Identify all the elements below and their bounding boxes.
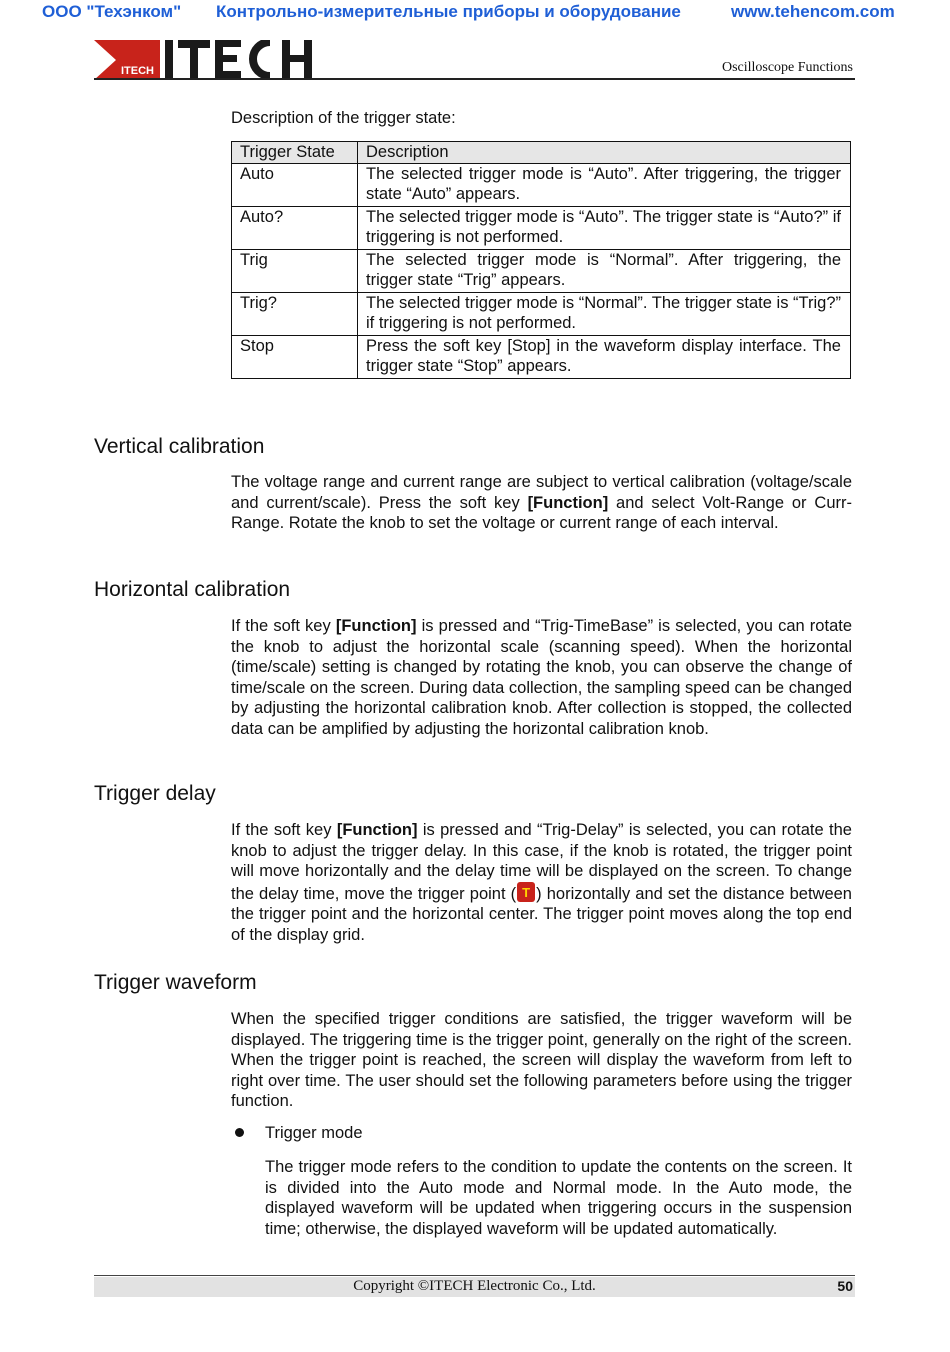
- banner-website-link[interactable]: www.tehencom.com: [731, 2, 895, 21]
- trigger-mode-paragraph: The trigger mode refers to the condition to update the contents on the screen. It is divided into the Auto mode and Normal mode. In the Auto mode, the displayed waveform will be updated when triggering occurs in the suspension time; otherwise, the displayed waveform will be updated automatically.: [265, 1158, 852, 1238]
- trigger-state-table: [231, 141, 851, 379]
- table-row: [232, 335, 851, 378]
- heading-trigger-waveform: Trigger waveform: [94, 971, 257, 994]
- trigger-state-cell: Auto: [232, 163, 358, 206]
- description-cell: The selected trigger mode is “Auto”. The trigger state is “Auto?” if triggering is not performed.: [358, 206, 851, 249]
- trigger-state-cell: Auto?: [232, 206, 358, 249]
- trigger-state-cell: Stop: [232, 335, 358, 378]
- heading-trigger-delay: Trigger delay: [94, 782, 216, 805]
- banner-company: ООО "Техэнком": [42, 2, 182, 21]
- bullet-label-trigger-mode: Trigger mode: [265, 1124, 363, 1142]
- description-cell: The selected trigger mode is “Normal”. The trigger state is “Trig?” if triggering is not performed.: [358, 292, 851, 335]
- table-row: [232, 249, 851, 292]
- table-header-row: [232, 142, 851, 164]
- description-cell: The selected trigger mode is “Auto”. After triggering, the trigger state “Auto” appears.: [358, 163, 851, 206]
- page-number: 50: [837, 1278, 853, 1294]
- svg-text:ITECH: ITECH: [121, 65, 154, 77]
- table-row: [232, 163, 851, 206]
- table-header-state: Trigger State: [232, 142, 358, 164]
- bullet-dot-icon: [235, 1128, 244, 1137]
- function-key-label: [Function]: [336, 821, 418, 839]
- function-key-label: [Function]: [527, 493, 609, 512]
- trigger-state-cell: Trig?: [232, 292, 358, 335]
- trigger-delay-paragraph: [231, 820, 852, 945]
- text-run: and select Volt-Range or Curr-Range. Rotate the knob to set the voltage or current range of each interval.: [231, 493, 852, 532]
- trigger-state-intro: Description of the trigger state:: [231, 109, 456, 127]
- heading-vertical-calibration: Vertical calibration: [94, 435, 265, 458]
- text-run: If the soft key: [231, 821, 337, 839]
- header-section-title: Oscilloscope Functions: [721, 60, 853, 75]
- description-cell: The selected trigger mode is “Normal”. After triggering, the trigger state “Trig” appears.: [358, 249, 851, 292]
- horizontal-calibration-paragraph: [231, 616, 852, 739]
- footer-copyright: Copyright ©ITECH Electronic Co., Ltd.: [353, 1278, 596, 1294]
- trigger-point-icon: [517, 882, 535, 902]
- vertical-calibration-paragraph: [231, 472, 852, 534]
- text-run: is pressed and “Trig-Delay” is selected, you can rotate the knob to adjust the trigger delay. In this case, if the knob is rotated, the trigger point will move horizontally and the delay time will be displayed on the screen. To change the delay time, move the trigger point (: [231, 821, 852, 903]
- itech-logo: [94, 40, 314, 80]
- top-banner: [0, 2, 950, 24]
- footer-rule: [94, 1275, 855, 1276]
- text-run: The voltage range and current range are subject to vertical calibration (voltage/scale and current/scale). Press the soft key: [231, 473, 852, 512]
- description-cell: Press the soft key [Stop] in the waveform display interface. The trigger state “Stop” appears.: [358, 335, 851, 378]
- heading-horizontal-calibration: Horizontal calibration: [94, 578, 291, 601]
- table-header-description: Description: [358, 142, 851, 164]
- banner-tagline: Контрольно-измерительные приборы и оборудование: [216, 2, 681, 21]
- text-run: ) horizontally and set the distance between the trigger point and the horizontal center. The trigger point moves along the top end of the display grid.: [231, 884, 852, 944]
- text-run: If the soft key: [231, 617, 336, 635]
- header-rule: [94, 78, 855, 80]
- text-run: is pressed and “Trig-TimeBase” is selected, you can rotate the knob to adjust the horizontal scale (scanning speed). When the horizontal (time/scale) setting is changed by rotating the knob, you can observe the change of time/scale on the screen. During data collection, the sampling speed can be changed by adjusting the horizontal calibration knob. After collection is stopped, the collected data can be amplified by adjusting the horizontal calibration knob.: [231, 617, 853, 738]
- trigger-state-cell: Trig: [232, 249, 358, 292]
- function-key-label: [Function]: [335, 617, 417, 635]
- table-row: [232, 206, 851, 249]
- trigger-waveform-paragraph: When the specified trigger conditions are satisfied, the trigger waveform will be displayed. The triggering time is the trigger point, generally on the right of the screen. When the trigger point is reached, the screen will display the waveform from left to right over time. The user should set the following parameters before using the trigger function.: [231, 1010, 852, 1110]
- table-row: [232, 292, 851, 335]
